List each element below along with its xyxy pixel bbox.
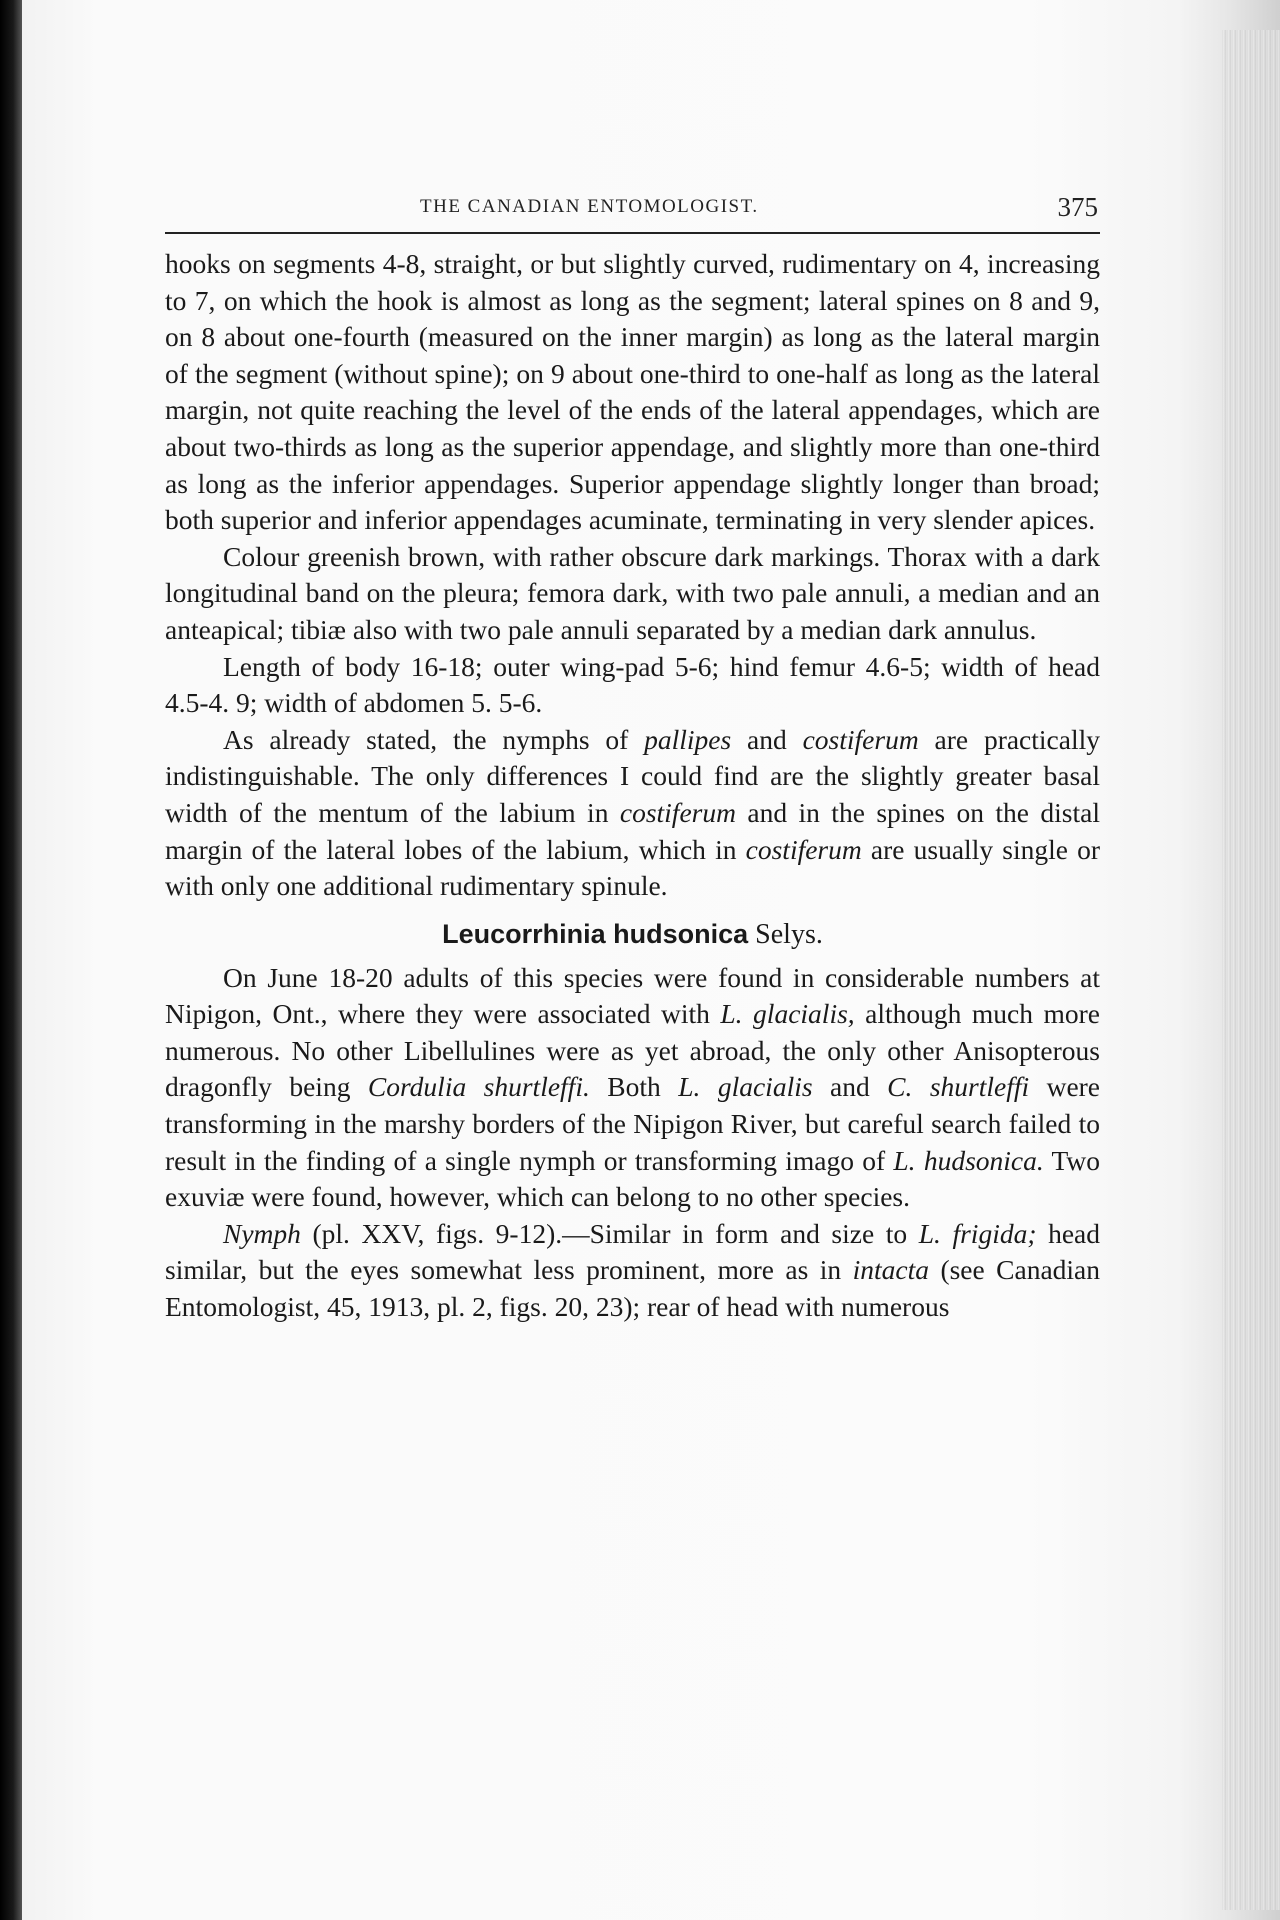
species-name: costiferum	[745, 833, 862, 865]
text-run: are practically indistinguishable. The only differences I could find are the slightly greater basal width of the mentum of the labium in	[165, 723, 1100, 828]
species-name: L. glacialis	[678, 1071, 813, 1103]
text-run: and in the spines on the distal margin of the lateral lobes of the labium, which in	[165, 796, 1100, 865]
species-name: L. hudsonica.	[893, 1144, 1044, 1176]
term-nymph: Nymph	[223, 1217, 301, 1249]
text-run: and	[731, 723, 803, 755]
page-edge-texture	[1222, 30, 1280, 1910]
text-run: As already stated, the nymphs of	[223, 723, 645, 755]
species-name: costiferum	[619, 796, 736, 828]
heading-author: Selys.	[755, 918, 823, 950]
text-run: (see Canadian Entomologist, 45, 1913, pl. 2, figs. 20, 23); rear of head with numerous	[165, 1254, 1100, 1323]
text-run: On June 18-20 adults of this species were found in considerable numbers at Nipigon, Ont., where they were associated with	[165, 961, 1100, 1030]
species-name: C. shurtleffi	[887, 1071, 1030, 1103]
page-content	[165, 190, 1100, 1326]
species-name: pallipes	[644, 723, 732, 755]
text-run: (pl. XXV, figs. 9-12).—Similar in form and size to	[300, 1217, 919, 1249]
species-name: L. frigida;	[918, 1217, 1037, 1249]
binding-shadow	[0, 0, 22, 1920]
body-text	[165, 246, 1100, 1326]
species-name: L. glacialis,	[720, 998, 855, 1030]
page-number: 375	[1057, 192, 1098, 222]
running-title: THE CANADIAN ENTOMOLOGIST.	[420, 196, 759, 217]
text-run: and	[812, 1071, 888, 1103]
paragraph-1: hooks on segments 4-8, straight, or but slightly curved, rudimentary on 4, increasing to 7, on which the hook is almost as long as the segment; lateral spines on 8 and 9, on 8 about one-fourth (measured on the inner margin) as long as the lateral margin of the segment (without spine); on 9 about one-third to one-half as long as the lateral margin, not quite reaching the level of the ends of the lateral appendages, which are about two-thirds as long as the superior appendage, and slightly more than one-third as long as the inferior appendages. Superior appendage slightly longer than broad; both superior and inferior appendages acuminate, terminating in very slender apices.	[165, 248, 1100, 536]
paragraph-hudsonica	[165, 960, 1100, 1216]
species-name: Cordulia shurtleffi.	[367, 1071, 590, 1103]
text-run: although much more numerous. No other Libellulines were as yet abroad, the only other Anisopterous dragonfly being	[165, 998, 1100, 1103]
running-head	[165, 190, 1100, 234]
text-run: were transforming in the marshy borders of the Nipigon River, but careful search failed to result in the finding of a single nymph or transforming imago of	[165, 1071, 1101, 1176]
paragraph-length: Length of body 16-18; outer wing-pad 5-6; hind femur 4.6-5; width of head 4.5-4. 9; width of abdomen 5. 5-6.	[165, 650, 1100, 719]
text-run: Both	[589, 1071, 679, 1103]
text-run: are usually single or with only one additional rudimentary spinule.	[165, 833, 1101, 902]
text-run: head similar, but the eyes somewhat less prominent, more as in	[165, 1217, 1100, 1286]
text-run: Two exuviæ were found, however, which can belong to no other species.	[165, 1144, 1100, 1213]
species-name: costiferum	[802, 723, 919, 755]
paragraph-comparison	[165, 722, 1100, 905]
species-name: intacta	[852, 1254, 929, 1286]
section-heading	[165, 915, 1100, 954]
paragraph-colour: Colour greenish brown, with rather obscure dark markings. Thorax with a dark longitudinal band on the pleura; femora dark, with two pale annuli, a median and an anteapical; tibiæ also with two pale annuli separated by a median dark annulus.	[165, 540, 1100, 645]
paragraph-nymph	[165, 1216, 1100, 1326]
heading-species: Leucorrhinia hudsonica	[442, 918, 749, 949]
